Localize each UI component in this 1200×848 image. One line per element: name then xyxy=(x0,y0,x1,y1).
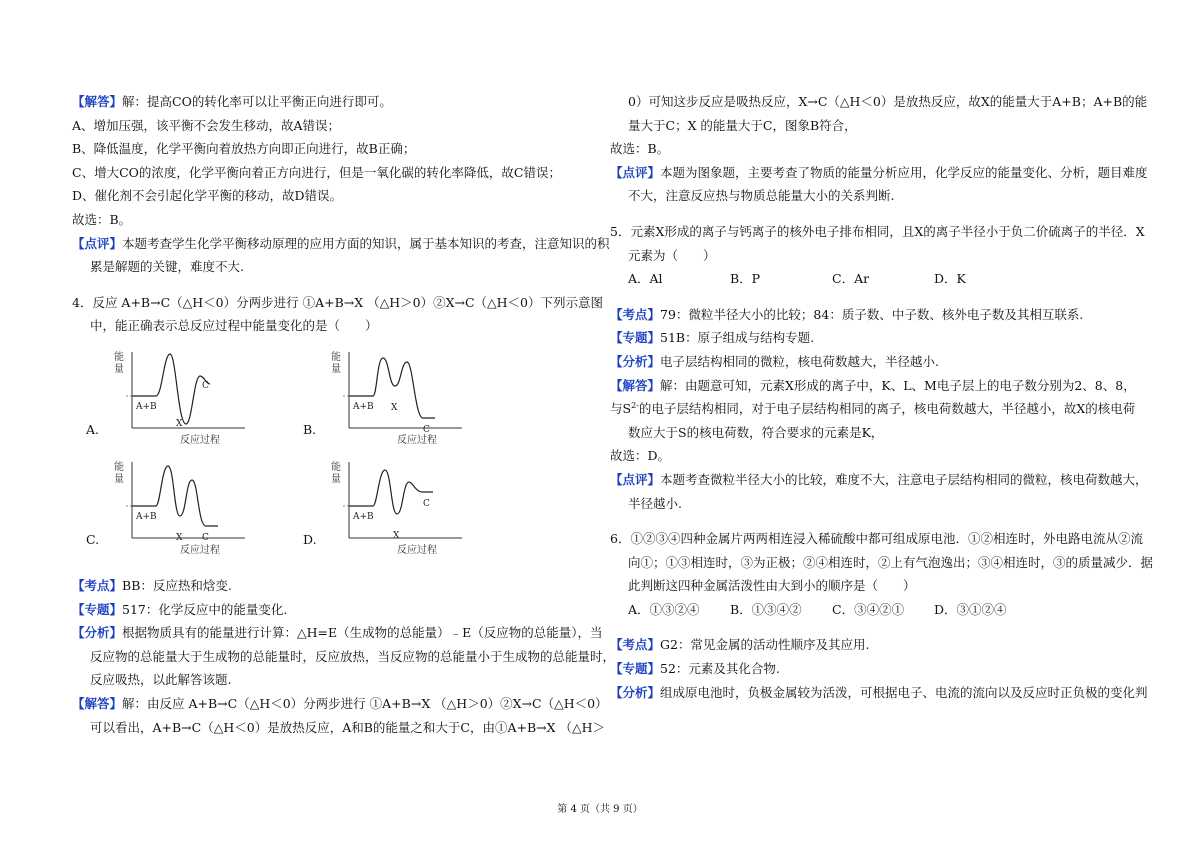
option-c: C．Ar xyxy=(832,271,870,287)
q5-jieda-line: 【解答】解：由题意可知，元素X形成的离子中，K、L、M电子层上的电子数分别为2、8、8， xyxy=(610,377,1136,393)
intermediate-label: X xyxy=(391,402,398,413)
option-b: B．①③④② xyxy=(730,601,802,617)
option-c: C．③④②① xyxy=(832,601,905,617)
option-d: D．K xyxy=(934,271,966,287)
energy-diagram-svg xyxy=(327,456,477,556)
right-column xyxy=(610,90,1154,704)
page-footer: 第 4 页（共 9 页） xyxy=(557,804,643,815)
q5-jieda-line: 数应大于S的核电荷数，符合要求的元素是K， xyxy=(628,424,884,440)
energy-diagram-c xyxy=(110,456,260,556)
comment-tag: 【点评】 xyxy=(72,235,123,251)
option-b: B．P xyxy=(730,271,761,287)
q6-kaodian: 【考点】G2：常见金属的活动性顺序及其应用. xyxy=(610,637,870,653)
y-axis-label: 量 xyxy=(331,363,341,375)
energy-diagram-b xyxy=(327,346,477,446)
q5-kaodian: 【考点】79：微粒半径大小的比较；84：质子数、中子数、核外电子数及其相互联系. xyxy=(610,306,1084,322)
q4-jieda-line: 【解答】解：由反应 A+B→C（△H＜0）分两步进行 ①A+B→X （△H＞0）②X→C（△H＜0） xyxy=(72,695,608,711)
q4-choice: 故选：B。 xyxy=(610,141,670,157)
reactant-label: A+B xyxy=(353,401,374,412)
intermediate-label: X xyxy=(176,532,183,543)
product-label: C xyxy=(423,424,430,435)
q4-jieda-line: 可以看出，A+B→C（△H＜0）是放热反应，A和B的能量之和大于C，由①A+B→X （△H＞ xyxy=(90,719,606,735)
y-axis-label: 量 xyxy=(331,473,341,485)
q4-fenxi-line: 反应吸热，以此解答该题. xyxy=(90,672,232,688)
q6-fenxi: 【分析】组成原电池时，负极金属较为活泼，可根据电子、电流的流向以及反应时正负极的变化判 xyxy=(610,684,1148,700)
q4-diagrams xyxy=(72,338,592,574)
q5-comment-line: 【点评】本题考查微粒半径大小的比较，难度不大，注意电子层结构相同的微粒，核电荷数越大， xyxy=(610,471,1148,487)
y-axis-label: 量 xyxy=(114,363,124,375)
x-axis-label: 反应过程 xyxy=(180,434,220,446)
option-d: D．③①②④ xyxy=(934,601,1007,617)
reactant-label: A+B xyxy=(353,511,374,522)
q3-solution-line: B、降低温度，化学平衡向着放热方向即正向进行，故B正确； xyxy=(72,141,416,157)
product-label: C xyxy=(423,498,430,509)
x-axis-label: 反应过程 xyxy=(397,544,437,556)
q6-zhuanti: 【专题】52：元素及其化合物. xyxy=(610,661,780,677)
option-a: A．①③②④ xyxy=(628,601,700,617)
product-label: C xyxy=(202,380,209,391)
q5-jieda-line: 与$S^{2-}$的电子层结构相同，对于电子层结构相同的离子，核电荷数越大，半径越小，故X的核电荷 xyxy=(610,400,1136,417)
q5-comment-line: 半径越小. xyxy=(628,495,682,511)
q4-stem-line: 4．反应 A+B→C（△H＜0）分两步进行 ①A+B→X （△H＞0）②X→C（△H＜0）下列示意图 xyxy=(72,294,603,310)
q3-solution-line: 【解答】解：提高CO的转化率可以让平衡正向进行即可。 xyxy=(72,94,392,109)
x-axis-label: 反应过程 xyxy=(180,544,220,556)
q4-stem-line: 中，能正确表示总反应过程中能量变化的是（ ） xyxy=(90,318,378,334)
q4-kaodian: 【考点】BB：反应热和焓变. xyxy=(72,577,232,593)
diagram-option-label: C. xyxy=(86,531,100,547)
q6-options xyxy=(610,598,1132,622)
q6-stem-line: 此判断这四种金属活泼性由大到小的顺序是（ ） xyxy=(628,578,916,594)
y-axis-label: 能 xyxy=(114,461,124,473)
product-label: C xyxy=(202,532,209,543)
option-a: A．Al xyxy=(628,271,663,287)
energy-diagram-svg xyxy=(327,346,477,446)
y-axis-label: 量 xyxy=(114,473,124,485)
q4-comment-line: 不大，注意反应热与物质总能量大小的关系判断. xyxy=(628,188,895,204)
y-axis-label: 能 xyxy=(331,351,341,363)
energy-diagram-svg xyxy=(110,456,260,556)
q6-stem-line: 6．①②③④四种金属片两两相连浸入稀硫酸中都可组成原电池．①②相连时，外电路电流从②流 xyxy=(610,531,1143,547)
diagram-option-label: D. xyxy=(303,531,317,547)
q4-zhuanti: 【专题】517：化学反应中的能量变化. xyxy=(72,601,288,617)
q6-stem-line: 向①；①③相连时，③为正极；②④相连时，②上有气泡逸出；③④相连时，③的质量减少．据 xyxy=(628,554,1154,570)
y-axis-label: 能 xyxy=(331,461,341,473)
q5-choice: 故选：D。 xyxy=(610,448,671,464)
intermediate-label: X xyxy=(176,418,183,429)
intermediate-label: X xyxy=(393,530,400,541)
energy-diagram-d xyxy=(327,456,477,556)
reactant-label: A+B xyxy=(136,401,157,412)
q3-comment-line: 累是解题的关键，难度不大. xyxy=(90,259,244,275)
q5-stem-line: 5．元素X形成的离子与钙离子的核外电子排布相同，且X的离子半径小于负二价硫离子的半径．X xyxy=(610,223,1145,239)
energy-diagram-svg xyxy=(110,346,260,446)
energy-curve xyxy=(132,354,210,424)
energy-curve xyxy=(349,470,433,514)
q5-stem-line: 元素为（ ） xyxy=(628,247,716,263)
energy-diagram-a xyxy=(110,346,260,446)
reactant-label: A+B xyxy=(136,511,157,522)
q4-jieda-cont-line: 0）可知这步反应是吸热反应，X→C（△H＜0）是放热反应，故X的能量大于A+B；A+B的能 xyxy=(628,94,1148,109)
q4-comment-line: 【点评】本题为图象题，主要考查了物质的能量分析应用，化学反应的能量变化、分析，题目难度 xyxy=(610,164,1148,180)
diagram-option-label: A. xyxy=(86,421,100,437)
y-axis-label: 能 xyxy=(114,351,124,363)
q5-zhuanti: 【专题】51B：原子组成与结构专题. xyxy=(610,330,815,346)
q3-comment-line: 【点评】本题考查学生化学平衡移动原理的应用方面的知识，属于基本知识的考查，注意知识的积 xyxy=(72,235,610,251)
q4-jieda-cont-line: 量大于C；X 的能量大于C，图象B符合， xyxy=(628,117,857,133)
answer-tag: 【解答】 xyxy=(72,94,123,109)
q3-solution-line: D、催化剂不会引起化学平衡的移动，故D错误。 xyxy=(72,188,343,204)
q5-options xyxy=(610,267,1132,291)
q3-solution-line: A、增加压强，该平衡不会发生移动，故A错误； xyxy=(72,117,341,133)
q4-fenxi-line: 【分析】根据物质具有的能量进行计算：△H=E（生成物的总能量）﹣E（反应物的总能量），当 xyxy=(72,625,603,641)
q5-fenxi: 【分析】电子层结构相同的微粒，核电荷数越大，半径越小. xyxy=(610,353,939,369)
q4-fenxi-line: 反应物的总能量大于生成物的总能量时，反应放热，当反应物的总能量小于生成物的总能量时， xyxy=(90,648,616,664)
q3-choice: 故选：B。 xyxy=(72,211,132,227)
left-column xyxy=(72,90,616,739)
x-axis-label: 反应过程 xyxy=(397,434,437,446)
diagram-option-label: B. xyxy=(303,421,317,437)
q3-solution-line: C、增大CO的浓度，化学平衡向着正方向进行，但是一氧化碳的转化率降低，故C错误； xyxy=(72,164,561,180)
